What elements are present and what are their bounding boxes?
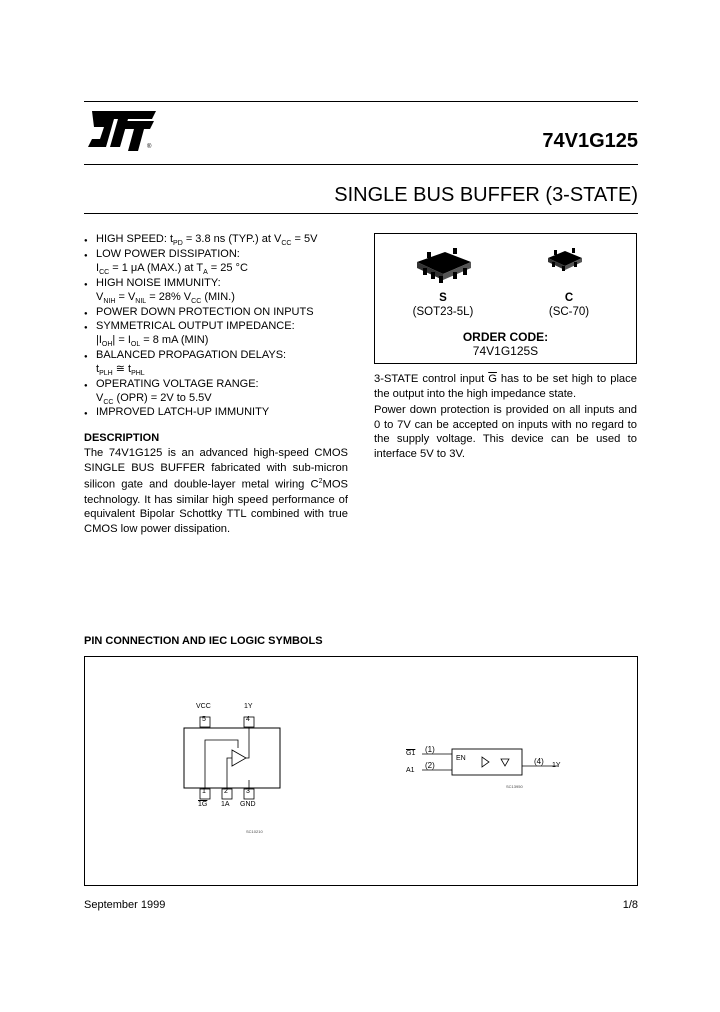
pin-connection-diagram [180, 700, 290, 845]
pin-section-heading: PIN CONNECTION AND IEC LOGIC SYMBOLS [84, 635, 323, 647]
iec-g-label: G1 [406, 750, 416, 757]
footer-date: September 1999 [84, 899, 166, 911]
bullet-icon: ● [84, 282, 88, 288]
feature-item: OPERATING VOLTAGE RANGE: [96, 378, 259, 390]
subtitle: SINGLE BUS BUFFER (3-STATE) [334, 184, 638, 206]
feature-item: HIGH NOISE IMMUNITY: [96, 277, 221, 289]
sot23-package-icon [413, 244, 475, 290]
subtitle-rule [84, 213, 638, 214]
figure-code-1: SC10210 [246, 829, 263, 834]
description-text: The 74V1G125 is an advanced high-speed CMOS SINGLE BUS BUFFER fabricated with sub-micron silicon gate and double-layer metal wiring $C^2MOS$ technology. It has similar high speed performance of equivalent Bipolar Schottky TTL combined with true CMOS low power dissipation. [84, 447, 348, 535]
feature-item: SYMMETRICAL OUTPUT IMPEDANCE: [96, 320, 295, 332]
pin-gnd-label: GND [240, 801, 256, 808]
sc70-package-icon [545, 246, 585, 278]
bullet-icon: ● [84, 311, 88, 317]
pin-3-number: 3 [246, 788, 250, 795]
bullet-icon: ● [84, 354, 88, 360]
order-code-heading: ORDER CODE: [462, 330, 549, 344]
pin-4-number: 4 [246, 716, 250, 723]
order-code: 74V1G125S [472, 344, 539, 358]
package-s-letter: S [439, 292, 447, 304]
feature-item: BALANCED PROPAGATION DELAYS: [96, 349, 287, 361]
package-box [374, 233, 637, 364]
pin-g-label: 1G [198, 801, 208, 808]
iec-pin2: (2) [425, 761, 435, 770]
three-state-paragraph: 3-STATE control input $\overline{G}$ has to be set high to place the output into the high impedance state. [374, 373, 637, 400]
footer-page: 1/8 [622, 899, 638, 911]
bullet-icon: ● [84, 325, 88, 331]
pin-5-number: 5 [202, 716, 206, 723]
registered-mark: ® [147, 144, 152, 150]
feature-item: HIGH SPEED: $t_{PD} = 3.8$ ns (TYP.) at $V_{CC} = 5V$ [96, 233, 318, 248]
part-number-title: 74V1G125 [542, 130, 638, 152]
st-logo-icon [84, 107, 164, 155]
feature-item: $I_{CC} = 1$ μA (MAX.) at $T_A = 25$ °C [96, 262, 248, 277]
feature-item: IMPROVED LATCH-UP IMMUNITY [96, 406, 270, 418]
feature-item: POWER DOWN PROTECTION ON INPUTS [96, 306, 314, 318]
feature-item: LOW POWER DISSIPATION: [96, 248, 240, 260]
pin-vcc-label: VCC [196, 703, 211, 710]
iec-pin4: (4) [534, 757, 544, 766]
bullet-icon: ● [84, 253, 88, 259]
pin-1-number: 1 [202, 788, 206, 795]
iec-pin1: (1) [425, 745, 435, 754]
iec-en-label: EN [456, 755, 466, 762]
pin-2-number: 2 [224, 788, 228, 795]
iec-a-label: A1 [406, 767, 415, 774]
feature-item: $V_{NIH} = V_{NIL} = 28\%$ $V_{CC}$ (MIN.) [96, 291, 235, 306]
figure-code-2: SC13950 [506, 784, 523, 789]
top-rule [84, 101, 638, 102]
feature-item: $V_{CC}$ (OPR) = 2V to 5.5V [96, 392, 212, 407]
description-heading: DESCRIPTION [84, 432, 160, 444]
power-down-paragraph: Power down protection is provided on all inputs and 0 to 7V can be accepted on inputs with no regard to the supply voltage. This device can be used to interface 5V to 3V. [374, 404, 637, 460]
iec-y-label: 1Y [552, 762, 561, 769]
bullet-icon: ● [84, 411, 88, 417]
title-rule [84, 164, 638, 165]
package-s-name: (SOT23-5L) [412, 306, 474, 318]
package-c-name: (SC-70) [548, 306, 590, 318]
feature-item: $|I_{OH}| = I_{OL} = 8$ mA (MIN) [96, 334, 209, 349]
pin-a-label: 1A [221, 801, 230, 808]
pin-y-label: 1Y [244, 703, 253, 710]
feature-item: $t_{PLH}$ ≅ $t_{PHL}$ [96, 363, 145, 378]
bullet-icon: ● [84, 383, 88, 389]
package-c-letter: C [564, 292, 574, 304]
bullet-icon: ● [84, 238, 88, 244]
